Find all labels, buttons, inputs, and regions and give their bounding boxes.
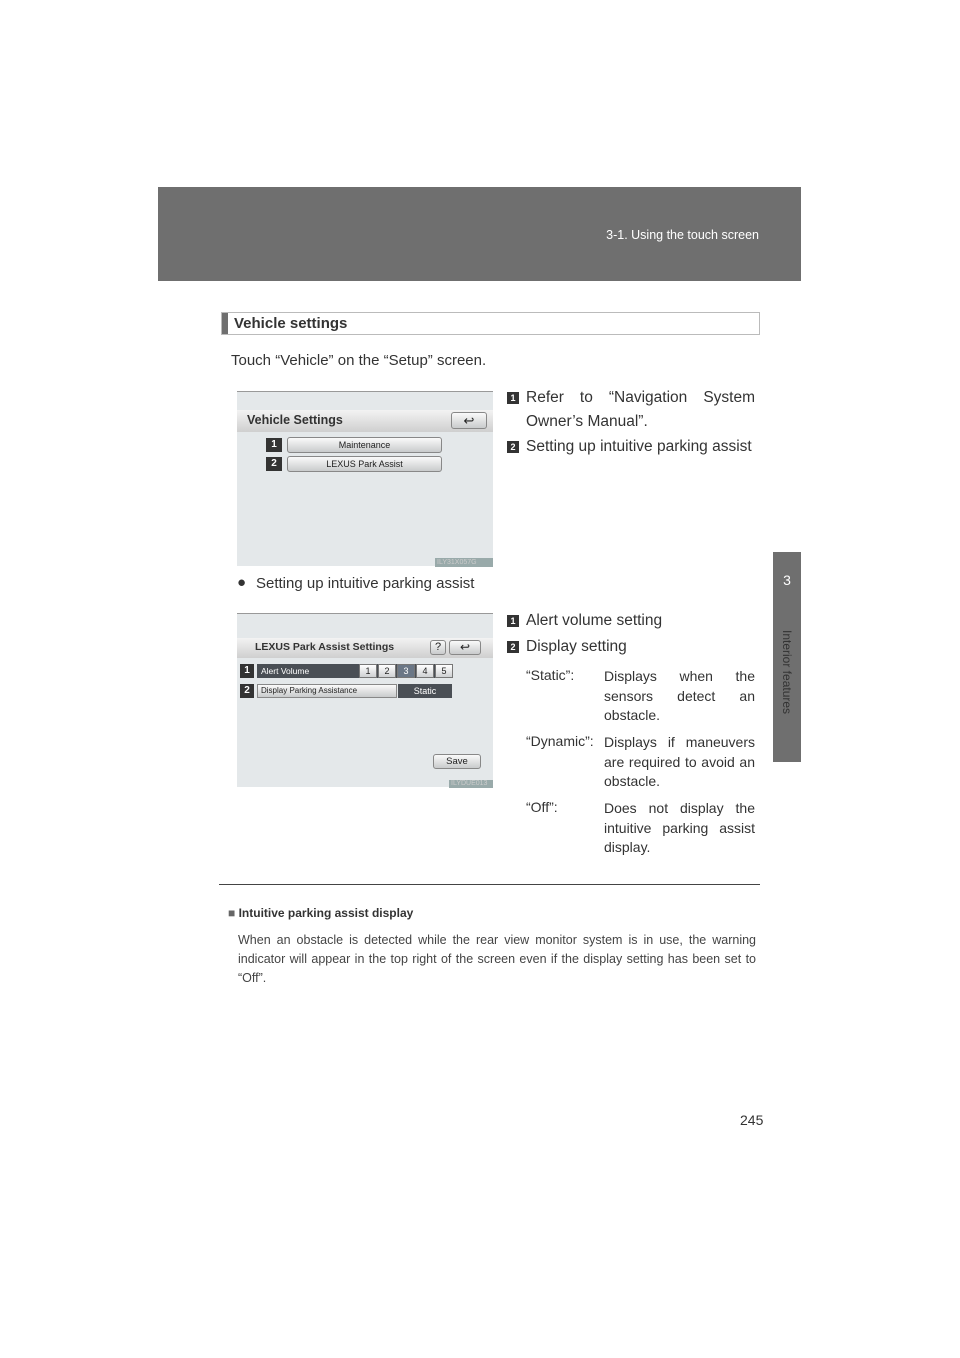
section-title: Vehicle settings xyxy=(234,315,348,332)
screen-title: LEXUS Park Assist Settings xyxy=(255,641,395,653)
section-heading xyxy=(221,312,760,335)
option-description: Does not display the intuitive parking assist display. xyxy=(604,800,755,855)
chapter-label: Interior features xyxy=(780,630,794,715)
volume-4-button[interactable]: 4 xyxy=(416,664,434,678)
option-label: “Dynamic”: xyxy=(526,733,594,749)
divider xyxy=(219,884,760,885)
option-description: Displays when the sensors detect an obstacle. xyxy=(604,668,755,723)
image-code: ILY31X057G xyxy=(435,558,493,567)
display-parking-assistance-button[interactable]: Display Parking Assistance xyxy=(257,684,397,698)
note-heading xyxy=(228,906,413,920)
screen-title-bar xyxy=(237,638,493,658)
park-assist-button[interactable]: LEXUS Park Assist xyxy=(287,456,442,472)
note-body: When an obstacle is detected while the rear view monitor system is in use, the warning indicator will appear in the top right of the screen even if the display setting has been set to “Off”. xyxy=(238,933,756,985)
volume-3-button[interactable]: 3 xyxy=(397,664,415,678)
display-mode-value: Static xyxy=(398,684,452,698)
list-number: 1 xyxy=(507,615,519,627)
option-label: “Off”: xyxy=(526,799,558,815)
alert-volume-label: Alert Volume xyxy=(261,666,310,676)
note-title: Intuitive parking assist display xyxy=(238,906,414,920)
page-number: 245 xyxy=(740,1112,764,1128)
page-header-band xyxy=(158,187,801,281)
list-item-text: Setting up intuitive parking assist xyxy=(526,438,752,455)
list-item-text: Alert volume setting xyxy=(526,612,663,629)
image-code: ILYDUE013 xyxy=(449,780,493,788)
volume-5-button[interactable]: 5 xyxy=(435,664,453,678)
note-marker-icon: ■ xyxy=(228,906,236,920)
row-number: 2 xyxy=(240,684,254,698)
volume-2-button[interactable]: 2 xyxy=(378,664,396,678)
maintenance-button[interactable]: Maintenance xyxy=(287,437,442,453)
volume-1-button[interactable]: 1 xyxy=(359,664,377,678)
park-assist-settings-screenshot xyxy=(237,613,493,787)
list-item-text: Refer to “Navigation System Owner’s Manual”. xyxy=(526,389,755,430)
row-number: 2 xyxy=(266,457,282,471)
return-arrow-icon[interactable]: ↩ xyxy=(449,640,481,655)
list-number: 2 xyxy=(507,441,519,453)
bullet-icon: ● xyxy=(237,574,247,591)
screen-title-bar xyxy=(237,410,493,432)
return-arrow-icon[interactable]: ↩ xyxy=(451,412,487,429)
section-breadcrumb: 3-1. Using the touch screen xyxy=(606,228,759,242)
save-button[interactable]: Save xyxy=(433,754,481,769)
heading-bar xyxy=(222,313,228,334)
screen-title: Vehicle Settings xyxy=(247,413,343,427)
list-item-text: Display setting xyxy=(526,638,627,655)
vehicle-settings-screenshot xyxy=(237,391,493,566)
help-button[interactable]: ? xyxy=(430,640,446,655)
option-label: “Static”: xyxy=(526,667,575,683)
row-number: 1 xyxy=(240,664,254,678)
subsection-title: Setting up intuitive parking assist xyxy=(256,575,475,592)
chapter-number: 3 xyxy=(783,572,791,588)
intro-text: Touch “Vehicle” on the “Setup” screen. xyxy=(231,352,487,369)
row-number: 1 xyxy=(266,438,282,452)
list-number: 1 xyxy=(507,392,519,404)
list-number: 2 xyxy=(507,641,519,653)
option-description: Displays if maneuvers are required to avoid an obstacle. xyxy=(604,734,755,789)
